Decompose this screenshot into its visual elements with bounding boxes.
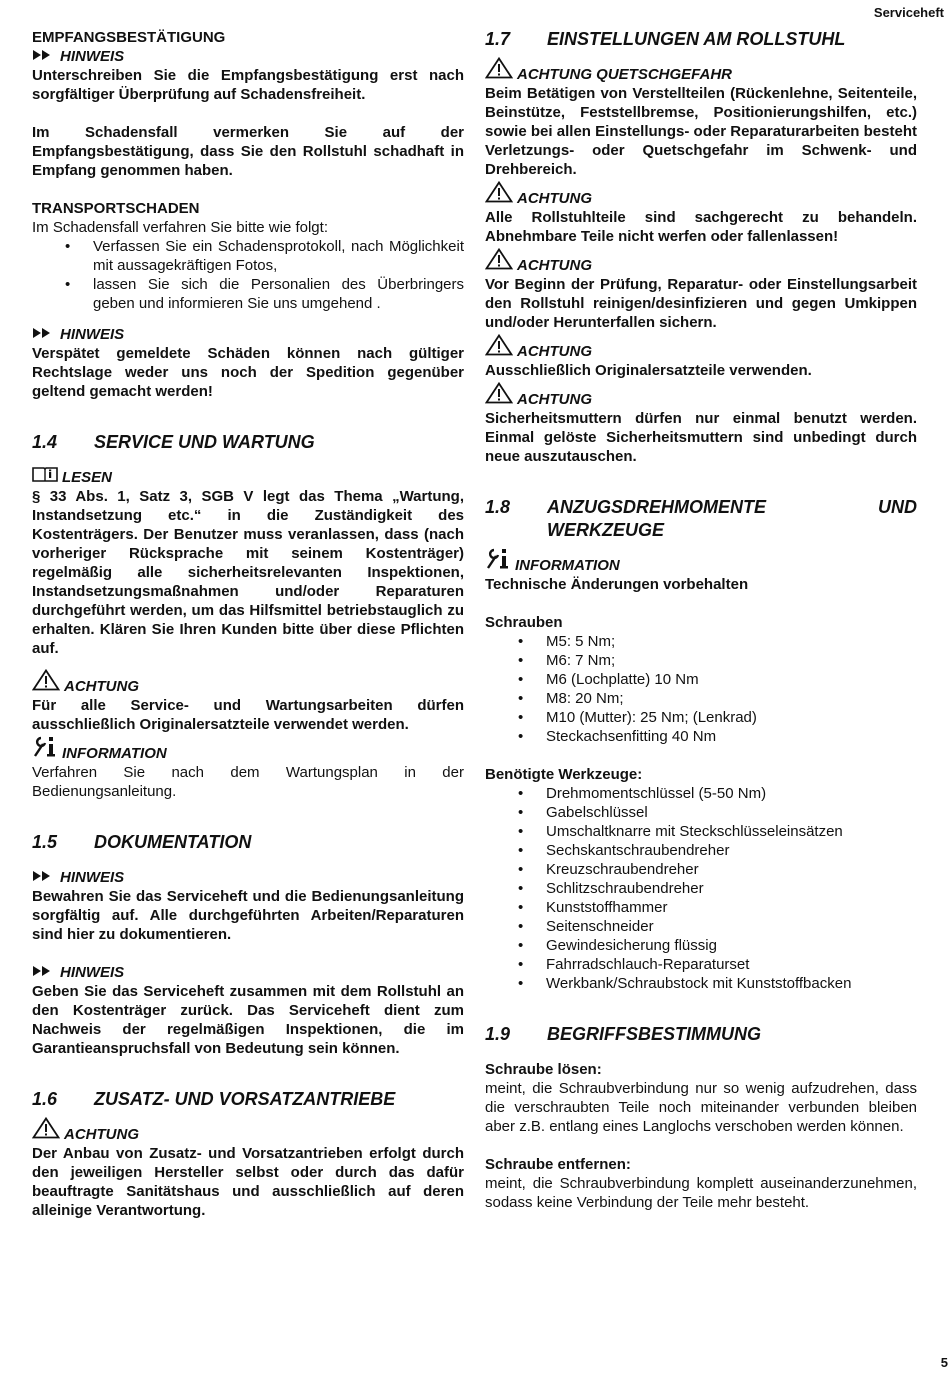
list-item: • Werkbank/Schraubstock mit Kunststoffbacken [518, 974, 917, 993]
information-label: INFORMATION [62, 745, 167, 762]
list-item: • M6 (Lochplatte) 10 Nm [518, 670, 917, 689]
warning-icon [485, 57, 513, 84]
fast-forward-icon [32, 963, 56, 982]
achtung-text: Sicherheitsmuttern dürfen nur einmal benutzt werden. Einmal gelöste Sicherheitsmuttern sind unbedingt durch neue auszutauschen. [485, 410, 917, 465]
achtung-text: Vor Beginn der Prüfung, Reparatur- oder Einstellungsarbeit den Rollstuhl reinigen/desinfizieren und gegen Umkippen und/oder Herunterfallen sichern. [485, 276, 917, 331]
fast-forward-icon [32, 47, 56, 66]
achtung-label: ACHTUNG QUETSCHGEFAHR [517, 66, 733, 83]
hinweis-label: HINWEIS [60, 326, 125, 343]
achtung-label: ACHTUNG [64, 678, 139, 695]
term-loesen: Schraube lösen: [485, 1061, 602, 1078]
list-item: • Gabelschlüssel [518, 803, 917, 822]
book-info-icon [32, 466, 58, 487]
warning-icon [485, 181, 513, 208]
transport-title: TRANSPORTSCHADEN [32, 200, 200, 217]
information-label: INFORMATION [515, 557, 620, 574]
quetschgefahr-text: Beim Betätigen von Verstellteilen (Rückenlehne, Seitenteile, Beinstütze, Feststellbremse, Positionierungshilfen, etc.) sowie bei allen Einstellungs- oder Reparaturarbeiten besteht Verletzungs- oder Quetschgefahr im Schwenk- und Drehbereich. [485, 85, 917, 178]
achtung-label: ACHTUNG [517, 391, 592, 408]
transport-hinweis [32, 325, 464, 344]
warning-icon [485, 248, 513, 275]
section-heading-1-5: 1.5 DOKUMENTATION [32, 832, 252, 852]
empfang-hinweis [32, 47, 464, 66]
list-item: • Sechskantschraubendreher [518, 841, 917, 860]
fast-forward-icon [32, 325, 56, 344]
transport-list [32, 237, 464, 313]
list-item: • Gewindesicherung flüssig [518, 936, 917, 955]
transport-hinweis-text: Verspätet gemeldete Schäden können nach gültiger Rechtslage weder uns noch der Spedition gegenüber geltend gemacht werden! [32, 345, 464, 400]
achtung-text: Ausschließlich Originalersatzteile verwenden. [485, 362, 812, 379]
empfang-title: EMPFANGSBESTÄTIGUNG [32, 29, 226, 46]
achtung-note [485, 342, 917, 361]
tools-title: Benötigte Werkzeuge: [485, 766, 643, 783]
doku-hinweis-text-1: Bewahren Sie das Serviceheft und die Bedienungsanleitung sorgfältig auf. Alle durchgeführten Arbeiten/Reparaturen sind hier zu dokumentieren. [32, 888, 464, 943]
hinweis-label: HINWEIS [60, 48, 125, 65]
list-item: • Kreuzschraubendreher [518, 860, 917, 879]
achtung-label: ACHTUNG [517, 343, 592, 360]
achtung-text: Alle Rollstuhlteile sind sachgerecht zu behandeln. Abnehmbare Teile nicht werfen oder fallenlassen! [485, 209, 917, 245]
antrieb-achtung [32, 1125, 464, 1144]
empfang-text-2: Im Schadensfall vermerken Sie auf der Empfangsbestätigung, dass Sie den Rollstuhl schadhaft in Empfang genommen haben. [32, 124, 464, 179]
list-item: • Umschaltknarre mit Steckschlüsseleinsätzen [518, 822, 917, 841]
page-number: 5 [940, 1355, 948, 1370]
list-item: • Kunststoffhammer [518, 898, 917, 917]
doku-hinweis-1 [32, 868, 464, 887]
empfang-text-1: Unterschreiben Sie die Empfangsbestätigung erst nach sorgfältiger Überprüfung auf Schadensfreiheit. [32, 67, 464, 103]
list-item: • Verfassen Sie ein Schadensprotokoll, nach Möglichkeit mit aussagekräftigen Fotos, [65, 237, 464, 275]
information-text: Technische Änderungen vorbehalten [485, 576, 749, 593]
achtung-note [485, 189, 917, 208]
list-item: • Steckachsenfitting 40 Nm [518, 727, 917, 746]
achtung-label: ACHTUNG [517, 257, 592, 274]
list-item: • lassen Sie sich die Personalien des Überbringers geben und informieren Sie uns umgehend . [65, 275, 464, 313]
information-text: Verfahren Sie nach dem Wartungsplan in der Bedienungsanleitung. [32, 764, 464, 800]
wrench-info-icon [32, 734, 58, 763]
list-item: • M6: 7 Nm; [518, 651, 917, 670]
left-column [32, 28, 464, 1220]
information-note [32, 744, 464, 763]
warning-icon [32, 669, 60, 696]
fast-forward-icon [32, 868, 56, 887]
wrench-info-icon [485, 546, 511, 575]
tools-list [485, 784, 917, 993]
term-entfernen-definition: meint, die Schraubverbindung komplett auseinanderzunehmen, sodass keine Verbindung der Teile mehr besteht. [485, 1175, 917, 1211]
warning-icon [32, 1117, 60, 1144]
term-entfernen: Schraube entfernen: [485, 1156, 631, 1173]
list-item: • Fahrradschlauch-Reparaturset [518, 955, 917, 974]
list-item: • M10 (Mutter): 25 Nm; (Lenkrad) [518, 708, 917, 727]
achtung-text: Für alle Service- und Wartungsarbeiten dürfen ausschließlich Originalersatzteile verwendet werden. [32, 697, 464, 733]
list-item: • Drehmomentschlüssel (5-50 Nm) [518, 784, 917, 803]
antrieb-achtung-text: Der Anbau von Zusatz- und Vorsatzantrieben erfolgt durch den jeweiligen Hersteller selbst oder durch das dafür beauftragte Sanitätshaus und ausschließlich auf deren alleinige Verantwortung. [32, 1145, 464, 1219]
screws-title: Schrauben [485, 614, 563, 631]
information-note [485, 556, 917, 575]
lesen-label: LESEN [62, 469, 113, 486]
lesen-note [32, 468, 464, 487]
list-item: • Schlitzschraubendreher [518, 879, 917, 898]
transport-intro: Im Schadensfall verfahren Sie bitte wie folgt: [32, 219, 328, 236]
warning-icon [485, 334, 513, 361]
doku-hinweis-2 [32, 963, 464, 982]
section-heading-1-6: 1.6 ZUSATZ- UND VORSATZANTRIEBE [32, 1089, 396, 1109]
achtung-note [32, 677, 464, 696]
list-item: • M8: 20 Nm; [518, 689, 917, 708]
section-heading-1-9: 1.9 BEGRIFFSBESTIMMUNG [485, 1024, 761, 1044]
achtung-note [485, 390, 917, 409]
section-heading-1-7: 1.7 EINSTELLUNGEN AM ROLLSTUHL [485, 29, 846, 49]
list-item: • M5: 5 Nm; [518, 632, 917, 651]
lesen-text: § 33 Abs. 1, Satz 3, SGB V legt das Thema „Wartung, Instandsetzung etc.“ in die Zuständigkeit des Kostenträgers. Der Benutzer muss veranlassen, dass (nach vorheriger Rücksprache mit seinem Kostenträger) regelmäßig alle sicherheitsrelevanten Inspektionen, Instandsetzungsmaßnahmen und/oder Reparaturen durchgeführt werden, um das Hilfsmittel betriebstauglich zu erhalten. Klären Sie Ihren Kunden bitte über diese Pflichten auf. [32, 488, 464, 657]
term-loesen-definition: meint, die Schraubverbindung nur so wenig aufzudrehen, dass die verschraubten Teile noch miteinander verbunden bleiben aber z.B. entlang eines Langlochs verschoben werden können. [485, 1080, 917, 1135]
hinweis-label: HINWEIS [60, 964, 125, 981]
warning-icon [485, 382, 513, 409]
achtung-label: ACHTUNG [64, 1126, 139, 1143]
quetschgefahr-note [485, 65, 917, 84]
page-header: Serviceheft [873, 5, 944, 20]
right-column [485, 28, 917, 1212]
section-heading-1-4: 1.4 SERVICE UND WARTUNG [32, 432, 315, 452]
section-heading-1-8: 1.8 ANZUGSDREHMOMENTE UND WERKZEUGE [485, 497, 917, 540]
hinweis-label: HINWEIS [60, 869, 125, 886]
achtung-label: ACHTUNG [517, 190, 592, 207]
doku-hinweis-text-2: Geben Sie das Serviceheft zusammen mit dem Rollstuhl an den Kostenträger zurück. Das Serviceheft dient zum Nachweis der regelmäßigen Inspektionen, die im Garantieanspruchsfall von Bedeutung sein können. [32, 983, 464, 1057]
list-item: • Seitenschneider [518, 917, 917, 936]
screws-list [485, 632, 917, 746]
achtung-note [485, 256, 917, 275]
